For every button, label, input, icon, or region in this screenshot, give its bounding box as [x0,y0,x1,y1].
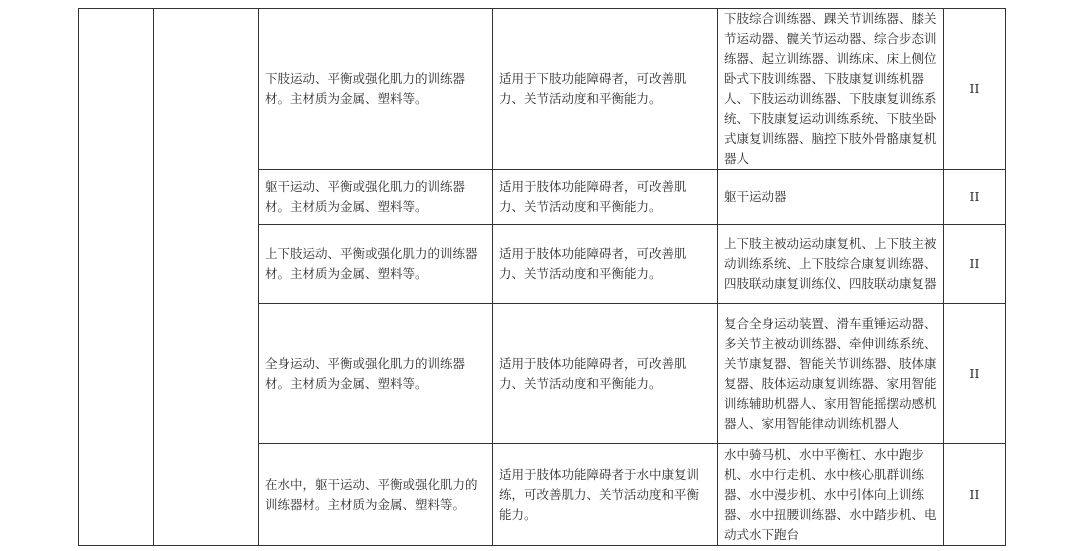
product-description: 躯干运动、平衡或强化肌力的训练器材。主材质为金属、塑料等。 [259,170,493,225]
product-description: 全身运动、平衡或强化肌力的训练器材。主材质为金属、塑料等。 [259,304,493,444]
management-class: II [944,170,1006,225]
product-examples: 复合全身运动装置、滑车重锤运动器、多关节主被动训练器、牵伸训练系统、关节康复器、智能关节训练器、肢体康复器、肢体运动康复训练器、家用智能训练辅助机器人、家用智能摇摆动感机器人、家用智能律动训练机器人 [718,304,944,444]
product-examples: 水中骑马机、水中平衡杠、水中跑步机、水中行走机、水中核心肌群训练器、水中漫步机、水中引体向上训练器、水中扭腰训练器、水中踏步机、电动式水下跑台 [718,444,944,546]
intended-use: 适用于肢体功能障碍者，可改善肌力、关节活动度和平衡能力。 [493,225,718,304]
product-examples: 躯干运动器 [718,170,944,225]
management-class: II [944,9,1006,170]
device-classification-table [78,8,1006,546]
management-class: II [944,304,1006,444]
intended-use: 适用于肢体功能障碍者，可改善肌力、关节活动度和平衡能力。 [493,170,718,225]
product-examples: 下肢综合训练器、踝关节训练器、膝关节运动器、髋关节运动器、综合步态训练器、起立训练器、训练床、床上侧位卧式下肢训练器、下肢康复训练机器人、下肢运动训练器、下肢康复训练系统、下肢康复运动训练系统、下肢坐卧式康复训练器、脑控下肢外骨骼康复机器人 [718,9,944,170]
product-examples: 上下肢主被动运动康复机、上下肢主被动训练系统、上下肢综合康复训练器、四肢联动康复训练仪、四肢联动康复器 [718,225,944,304]
management-class: II [944,444,1006,546]
product-description: 下肢运动、平衡或强化肌力的训练器材。主材质为金属、塑料等。 [259,9,493,170]
subcategory-cell [154,9,259,546]
management-class: II [944,225,1006,304]
intended-use: 适用于肢体功能障碍者于水中康复训练，可改善肌力、关节活动度和平衡能力。 [493,444,718,546]
category-cell [79,9,154,546]
product-description: 上下肢运动、平衡或强化肌力的训练器材。主材质为金属、塑料等。 [259,225,493,304]
intended-use: 适用于肢体功能障碍者，可改善肌力、关节活动度和平衡能力。 [493,304,718,444]
table-row [79,9,1006,170]
product-description: 在水中，躯干运动、平衡或强化肌力的训练器材。主材质为金属、塑料等。 [259,444,493,546]
intended-use: 适用于下肢功能障碍者，可改善肌力、关节活动度和平衡能力。 [493,9,718,170]
